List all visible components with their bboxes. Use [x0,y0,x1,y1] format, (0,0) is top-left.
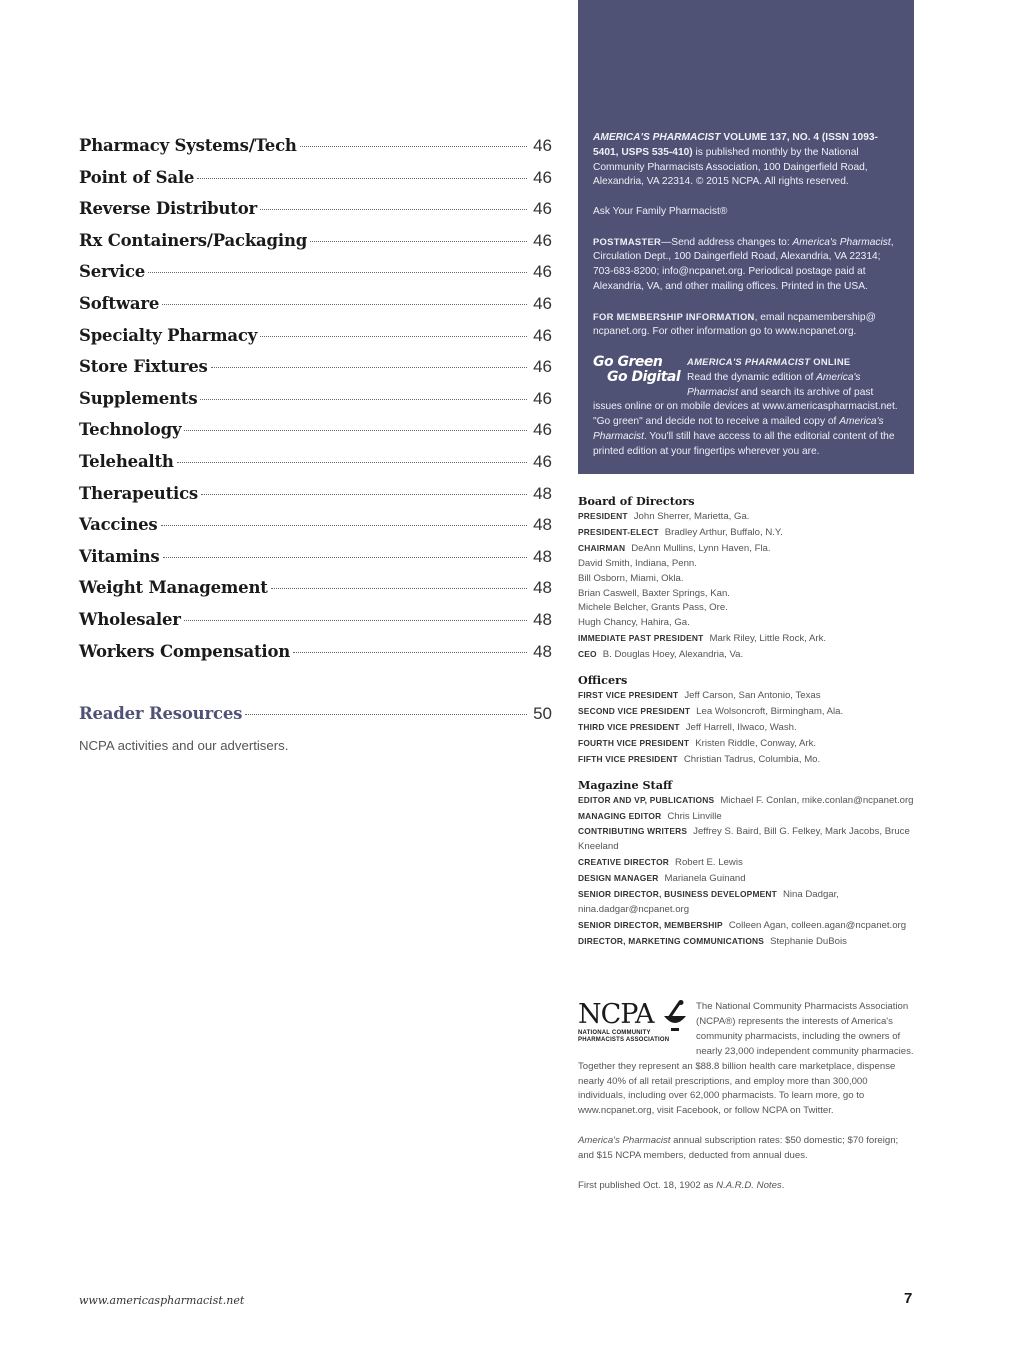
index-entry[interactable] [79,452,552,484]
membership-info: FOR MEMBERSHIP INFORMATION, email ncpamembership@ ncpanet.org. For other information go to www.ncpanet.org. [593,310,876,338]
index-entry[interactable] [79,231,552,263]
index-entry[interactable] [79,547,552,579]
reader-resources-entry[interactable] [79,704,552,753]
officers [578,673,914,768]
role-label: CONTRIBUTING WRITERS [578,826,688,837]
person-text: B. Douglas Hoey, Alexandria, Va. [602,649,744,661]
board-row [578,647,914,663]
officers-row [578,736,914,752]
officers-row [578,688,914,704]
dot-leader [197,178,527,179]
dot-leader [260,209,527,210]
dot-leader [184,430,527,431]
dot-leader [310,241,527,242]
board-row [578,541,914,557]
index-entry-label[interactable]: Service [79,262,146,282]
staff-row [578,871,914,887]
role-label: PRESIDENT-ELECT [578,526,659,537]
index-entry-label[interactable]: Rx Containers/Packaging [79,230,308,250]
dot-leader [161,525,527,526]
index-entry[interactable] [79,484,552,516]
index-entry-page: 48 [533,483,552,503]
role-label: DESIGN MANAGER [578,873,659,884]
staff-row [578,824,914,855]
board-of-directors [578,494,914,663]
mortar-pestle-icon [660,1000,690,1036]
index-entry-label[interactable]: Point of Sale [79,167,195,187]
reader-resources-label[interactable]: Reader Resources [79,704,243,723]
index-entry-page: 48 [533,515,552,535]
staff-row [578,934,914,950]
index-entry-page: 46 [533,293,552,313]
staff-row [578,887,914,918]
board-row [578,601,914,616]
person-text: Bill Osborn, Miami, Okla. [578,572,684,584]
page-number: 7 [904,1290,913,1307]
index-entry-label[interactable]: Vaccines [79,515,158,535]
reader-resources-page: 50 [533,704,552,723]
person-text: Kristen Riddle, Conway, Ark. [695,737,817,749]
index-entry-label[interactable]: Vitamins [79,546,160,566]
role-label: SENIOR DIRECTOR, MEMBERSHIP [578,919,723,930]
first-published: First published Oct. 18, 1902 as N.A.R.D. Notes. [578,1179,785,1191]
index-entry-page: 46 [533,325,552,345]
index-entry-page: 46 [533,136,552,155]
staff-row [578,918,914,934]
index-entry[interactable] [79,420,552,452]
board-row [578,525,914,541]
role-label: FIRST VICE PRESIDENT [578,690,679,701]
index-entry-label[interactable]: Pharmacy Systems/Tech [79,136,297,155]
dot-leader [211,367,527,368]
officers-row [578,720,914,736]
magazine-staff [578,778,914,950]
index-entry-label[interactable]: Technology [79,420,182,440]
ncpa-about [578,1000,914,1209]
index-entry-label[interactable]: Software [79,293,160,313]
board-row [578,509,914,525]
index-entry[interactable] [79,168,552,200]
dot-leader [201,494,527,495]
person-text: David Smith, Indiana, Penn. [578,557,697,569]
board-heading: Board of Directors [578,494,695,508]
masthead [578,494,914,960]
person-text: Mark Riley, Little Rock, Ark. [709,633,827,645]
person-text: John Sherrer, Marietta, Ga. [633,511,750,522]
resource-index [79,136,552,673]
person-text: DeAnn Mullins, Lynn Haven, Fla. [631,542,771,554]
person-text: Lea Wolsoncroft, Birmingham, Ala. [696,705,844,717]
person-text: Robert E. Lewis [675,857,743,869]
index-entry-page: 46 [533,230,552,250]
dot-leader [177,462,527,463]
publication-info-box [578,0,914,474]
role-label: DIRECTOR, MARKETING COMMUNICATIONS [578,935,765,946]
role-label: SECOND VICE PRESIDENT [578,705,691,716]
dot-leader [148,272,527,273]
role-label: THIRD VICE PRESIDENT [578,721,680,732]
ncpa-description: The National Community Pharmacists Association (NCPA®) represents the interests of America's community pharmacists, including the owners of nearly 23,000 independent community pharmacies. Together they represent an $88.8 billion health care marketplace, dispense nearly 40% of all retail prescriptions, and employ more than 300,000 individuals, including over 62,000 pharmacists. To learn more, go to www.ncpanet.org, visit Facebook, or follow NCPA on Twitter. [578,1001,914,1117]
staff-row [578,809,914,825]
ask-pharmacist-tagline: Ask Your Family Pharmacist® [593,205,728,217]
dot-leader [300,146,527,147]
person-text: Marianela Guinand [664,873,746,885]
officers-row [578,704,914,720]
person-text: Michael F. Conlan, mike.conlan@ncpanet.org [720,794,914,806]
person-text: Bradley Arthur, Buffalo, N.Y. [664,526,783,538]
dot-leader [260,336,527,337]
role-label: CHAIRMAN [578,542,626,553]
index-entry-page: 48 [533,546,552,566]
index-entry-label[interactable]: Telehealth [79,451,174,471]
person-text: Stephanie DuBois [770,935,847,947]
dot-leader [200,399,527,400]
officers-heading: Officers [578,673,628,688]
index-entry-label[interactable]: Specialty Pharmacy [79,325,258,345]
index-entry[interactable] [79,515,552,547]
index-entry-label[interactable]: Therapeutics [79,483,199,503]
person-text: Hugh Chancy, Hahira, Ga. [578,617,690,629]
person-text: Colleen Agan, colleen.agan@ncpanet.org [728,919,907,931]
online-edition: Go Green Go Digital AMERICA'S PHARMACIST ONLINE Read the dynamic edition of America's Pharmacist and search its archive of past issues online or on mobile devices at www.americaspharmacist.net. "Go green" and decide not to receive a mailed copy of America's Pharmacist. You'll still have access to all the editorial content of the printed edition at your fingertips wherever you are. [593,353,898,457]
board-row [578,616,914,631]
person-text: Michele Belcher, Grants Pass, Ore. [578,602,728,614]
role-label: FIFTH VICE PRESIDENT [578,753,678,764]
index-entry-page: 48 [533,641,552,661]
index-entry-page: 46 [533,451,552,471]
index-entry[interactable] [79,294,552,326]
role-label: CREATIVE DIRECTOR [578,857,670,868]
index-entry-page: 48 [533,578,552,598]
index-entry-page: 46 [533,199,552,219]
index-entry-page: 46 [533,388,552,408]
dot-leader [163,557,527,558]
index-entry[interactable] [79,642,552,674]
person-text: Brian Caswell, Baxter Springs, Kan. [578,587,730,599]
index-entry[interactable] [79,578,552,610]
index-entry-label[interactable]: Weight Management [79,578,268,598]
officers-row [578,752,914,768]
index-entry-label[interactable]: Wholesaler [79,609,181,629]
staff-heading: Magazine Staff [578,777,673,792]
go-green-go-digital-logo: Go Green Go Digital [593,353,681,385]
board-row [578,572,914,587]
index-entry-label[interactable]: Store Fixtures [79,357,208,377]
board-row [578,557,914,572]
index-entry-page: 46 [533,420,552,440]
dot-leader [293,652,527,653]
index-entry[interactable] [79,199,552,231]
person-text: Jeff Harrell, Ilwaco, Wash. [685,721,797,733]
staff-row [578,855,914,871]
board-row [578,587,914,602]
role-label: FOURTH VICE PRESIDENT [578,737,690,748]
index-entry[interactable] [79,610,552,642]
index-entry[interactable] [79,136,552,168]
staff-row [578,793,914,809]
index-entry-label[interactable]: Reverse Distributor [79,199,258,219]
person-text: Nina Dadgar, nina.dadgar@ncpanet.org [578,889,839,915]
index-entry[interactable] [79,389,552,421]
index-entry-page: 46 [533,357,552,377]
person-text: Chris Linville [667,810,722,822]
role-label: MANAGING EDITOR [578,810,662,821]
dot-leader [245,714,527,715]
person-text: Jeffrey S. Baird, Bill G. Felkey, Mark Jacobs, Bruce Kneeland [578,826,910,853]
dot-leader [162,304,527,305]
publication-statement: AMERICA'S PHARMACIST VOLUME 137, NO. 4 (ISSN 1093-5401, USPS 535-410) is published monthly by the National Community Pharmacists Association, 100 Daingerfield Road, Alexandria, VA 22314. © 2015 NCPA. All rights reserved. [593,132,878,188]
subscription-rates: America's Pharmacist annual subscription rates: $50 domestic; $70 foreign; and $15 NCPA members, deducted from annual dues. [578,1135,899,1162]
role-label: EDITOR AND VP, PUBLICATIONS [578,794,715,805]
footer-url[interactable]: www.americaspharmacist.net [79,1294,245,1307]
index-entry[interactable] [79,262,552,294]
board-row [578,631,914,647]
index-entry-page: 48 [533,609,552,629]
dot-leader [184,620,527,621]
ncpa-logo: NCPA NATIONAL COMMUNITY PHARMACISTS ASSOCIATION [578,1000,690,1046]
index-entry-label[interactable]: Supplements [79,388,198,408]
role-label: IMMEDIATE PAST PRESIDENT [578,633,704,644]
role-label: PRESIDENT [578,511,628,521]
index-entry-page: 46 [533,167,552,187]
index-entry[interactable] [79,326,552,358]
index-entry-page: 46 [533,262,552,282]
index-entry[interactable] [79,357,552,389]
reader-resources-description: NCPA activities and our advertisers. [79,737,289,753]
role-label: SENIOR DIRECTOR, BUSINESS DEVELOPMENT [578,889,777,900]
person-text: Christian Tadrus, Columbia, Mo. [683,753,821,765]
role-label: CEO [578,649,597,660]
person-text: Jeff Carson, San Antonio, Texas [684,690,821,702]
dot-leader [271,588,527,589]
index-entry-label[interactable]: Workers Compensation [79,641,291,661]
postmaster-notice: POSTMASTER—Send address changes to: America's Pharmacist, Circulation Dept., 100 Daingerfield Road, Alexandria, VA 22314; 703-683-8200; info@ncpanet.org. Periodical postage paid at Alexandria, VA, and other mailing offices. Printed in the USA. [593,235,894,292]
